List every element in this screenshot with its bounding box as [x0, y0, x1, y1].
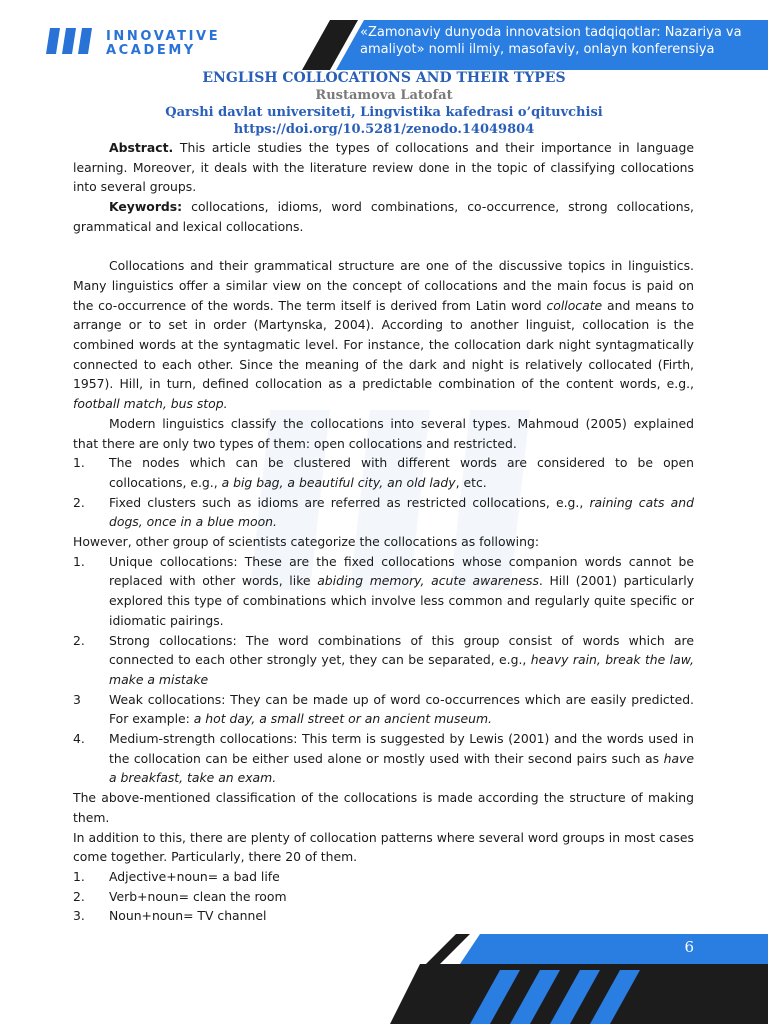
list-item [73, 729, 694, 788]
list-tail: , etc. [455, 474, 487, 490]
list-collocation-patterns [73, 867, 694, 926]
logo-line-2: ACADEMY [106, 43, 196, 58]
footer-banner-graphic [0, 930, 768, 1024]
article-heading [0, 70, 768, 138]
list-example: abiding memory, acute awareness [317, 573, 539, 589]
list-item [73, 906, 694, 926]
list-text: Noun+noun= TV channel [109, 908, 267, 924]
list-example: heavy rain, break the law, make a mistake [109, 652, 694, 687]
list-example: have a breakfast, take an exam. [109, 750, 694, 786]
list-text [109, 631, 694, 690]
list-item [73, 690, 694, 729]
innovative-academy-logo [46, 26, 246, 62]
paragraph-text: Collocations and their grammatical structure are one of the discussive topics in linguistics. Many linguistics offer a similar view on the concept of collocations and the main focus is paid on the co-occurrence of the words. The term itself is derived from Latin word [73, 258, 694, 313]
list-text-main: Medium-strength collocations: This term is suggested by Lewis (2001) and the words used in the collocation can be either used alone or mostly used with their second pairs such as [109, 731, 694, 766]
list-item [73, 867, 694, 887]
abstract-label: Abstract. [109, 140, 174, 155]
keywords-text: collocations, idioms, word combinations, co-occurrence, strong collocations, grammatical and lexical collocations. [73, 199, 694, 234]
italic-example: football match, bus stop. [73, 396, 228, 412]
author-affiliation: Qarshi davlat universiteti, Lingvistika kafedrasi o’qituvchisi [165, 105, 603, 120]
body-paragraph-5: In addition to this, there are plenty of collocation patterns where several word groups in most cases come together. Particularly, there 20 of them. [73, 829, 694, 865]
list-text [109, 729, 694, 788]
list-tail: . Hill (2001) particularly explored this type of combinations which involve less common and regularly quite specific or idiomatic pairings. [109, 573, 695, 628]
body-paragraph-3: However, other group of scientists categorize the collocations as following: [73, 534, 539, 550]
keywords-paragraph [73, 197, 694, 236]
page-header [0, 0, 768, 70]
list-number: 1. [73, 869, 85, 884]
list-number: 1. [73, 455, 85, 471]
list-number: 4. [73, 731, 85, 747]
doi-link[interactable]: https://doi.org/10.5281/zenodo.14049804 [233, 122, 535, 137]
body-paragraph-1 [73, 256, 694, 414]
list-item [73, 552, 694, 631]
page-number: 6 [684, 938, 694, 956]
list-text [109, 552, 694, 631]
list-number: 3 [73, 691, 81, 707]
paragraph-text: and means to arrange or to set in order (Martynska, 2004). According to another linguist, collocation is the combined words at the syntagmatic level. For instance, the collocation dark night syntagmatically connected to each other. Since the meaning of the dark and night is relatively collocated (Firth, 1957). Hill, in turn, defined collocation as a predictable combination of the content words, e.g., [73, 297, 694, 392]
list-text: Verb+noun= clean the room [109, 888, 287, 904]
abstract-text: This article studies the types of collocations and their importance in language learning. Moreover, it deals with the literature review done in the topic of classifying collocations into several groups. [73, 140, 694, 195]
list-text-main: Weak collocations: They can be made up of word co-occurrences which are easily predicted. For example: [109, 691, 694, 727]
list-text [109, 453, 694, 492]
list-text-main: Unique collocations: These are the fixed collocations whose companion words cannot be replaced with other words, like [109, 553, 694, 589]
list-example: a big bag, a beautiful city, an old lady [221, 474, 456, 490]
list-text-main: Fixed clusters such as idioms are referred as restricted collocations, e.g., [109, 494, 590, 510]
list-number: 1. [73, 553, 85, 569]
list-example: raining cats and dogs, once in a blue moon. [109, 494, 694, 530]
list-open-restricted [73, 453, 694, 532]
list-item [73, 493, 694, 532]
list-number: 3. [73, 908, 85, 924]
list-text-main: Strong collocations: The word combinations of this group consist of words which are connected to each other strongly yet, they can be separated, e.g., [109, 632, 694, 668]
article-author: Rustamova Latofat [315, 88, 453, 103]
list-number: 2. [73, 494, 85, 510]
list-example: a hot day, a small street or an ancient museum. [193, 711, 492, 727]
list-item [73, 631, 694, 690]
article-body [73, 138, 694, 926]
list-item [73, 453, 694, 492]
logo-text [106, 30, 220, 58]
list-item [73, 887, 694, 907]
keywords-label: Keywords: [109, 199, 183, 215]
abstract-paragraph [73, 138, 694, 197]
list-text [109, 493, 694, 532]
list-text-main: The nodes which can be clustered with different words are considered to be open collocations, e.g., [109, 455, 694, 490]
list-number: 2. [73, 632, 85, 648]
body-paragraph-2: Modern linguistics classify the collocations into several types. Mahmoud (2005) explained that there are only two types of them: open collocations and restricted. [73, 415, 694, 451]
logo-mark-icon [46, 26, 98, 56]
logo-line-1: INNOVATIVE [106, 29, 221, 44]
body-paragraph-4: The above-mentioned classification of the collocations is made according the structure of making them. [73, 790, 694, 825]
conference-title: «Zamonaviy dunyoda innovatsion tadqiqotlar: Nazariya va amaliyot» nomli ilmiy, masofaviy, onlayn konferensiya [360, 25, 742, 57]
list-text: Adjective+noun= a bad life [109, 869, 280, 884]
list-collocation-types [73, 552, 694, 788]
list-text [109, 690, 694, 729]
article-title: ENGLISH COLLOCATIONS AND THEIR TYPES [202, 70, 566, 86]
list-number: 2. [73, 888, 85, 904]
italic-term: collocate [546, 297, 603, 313]
